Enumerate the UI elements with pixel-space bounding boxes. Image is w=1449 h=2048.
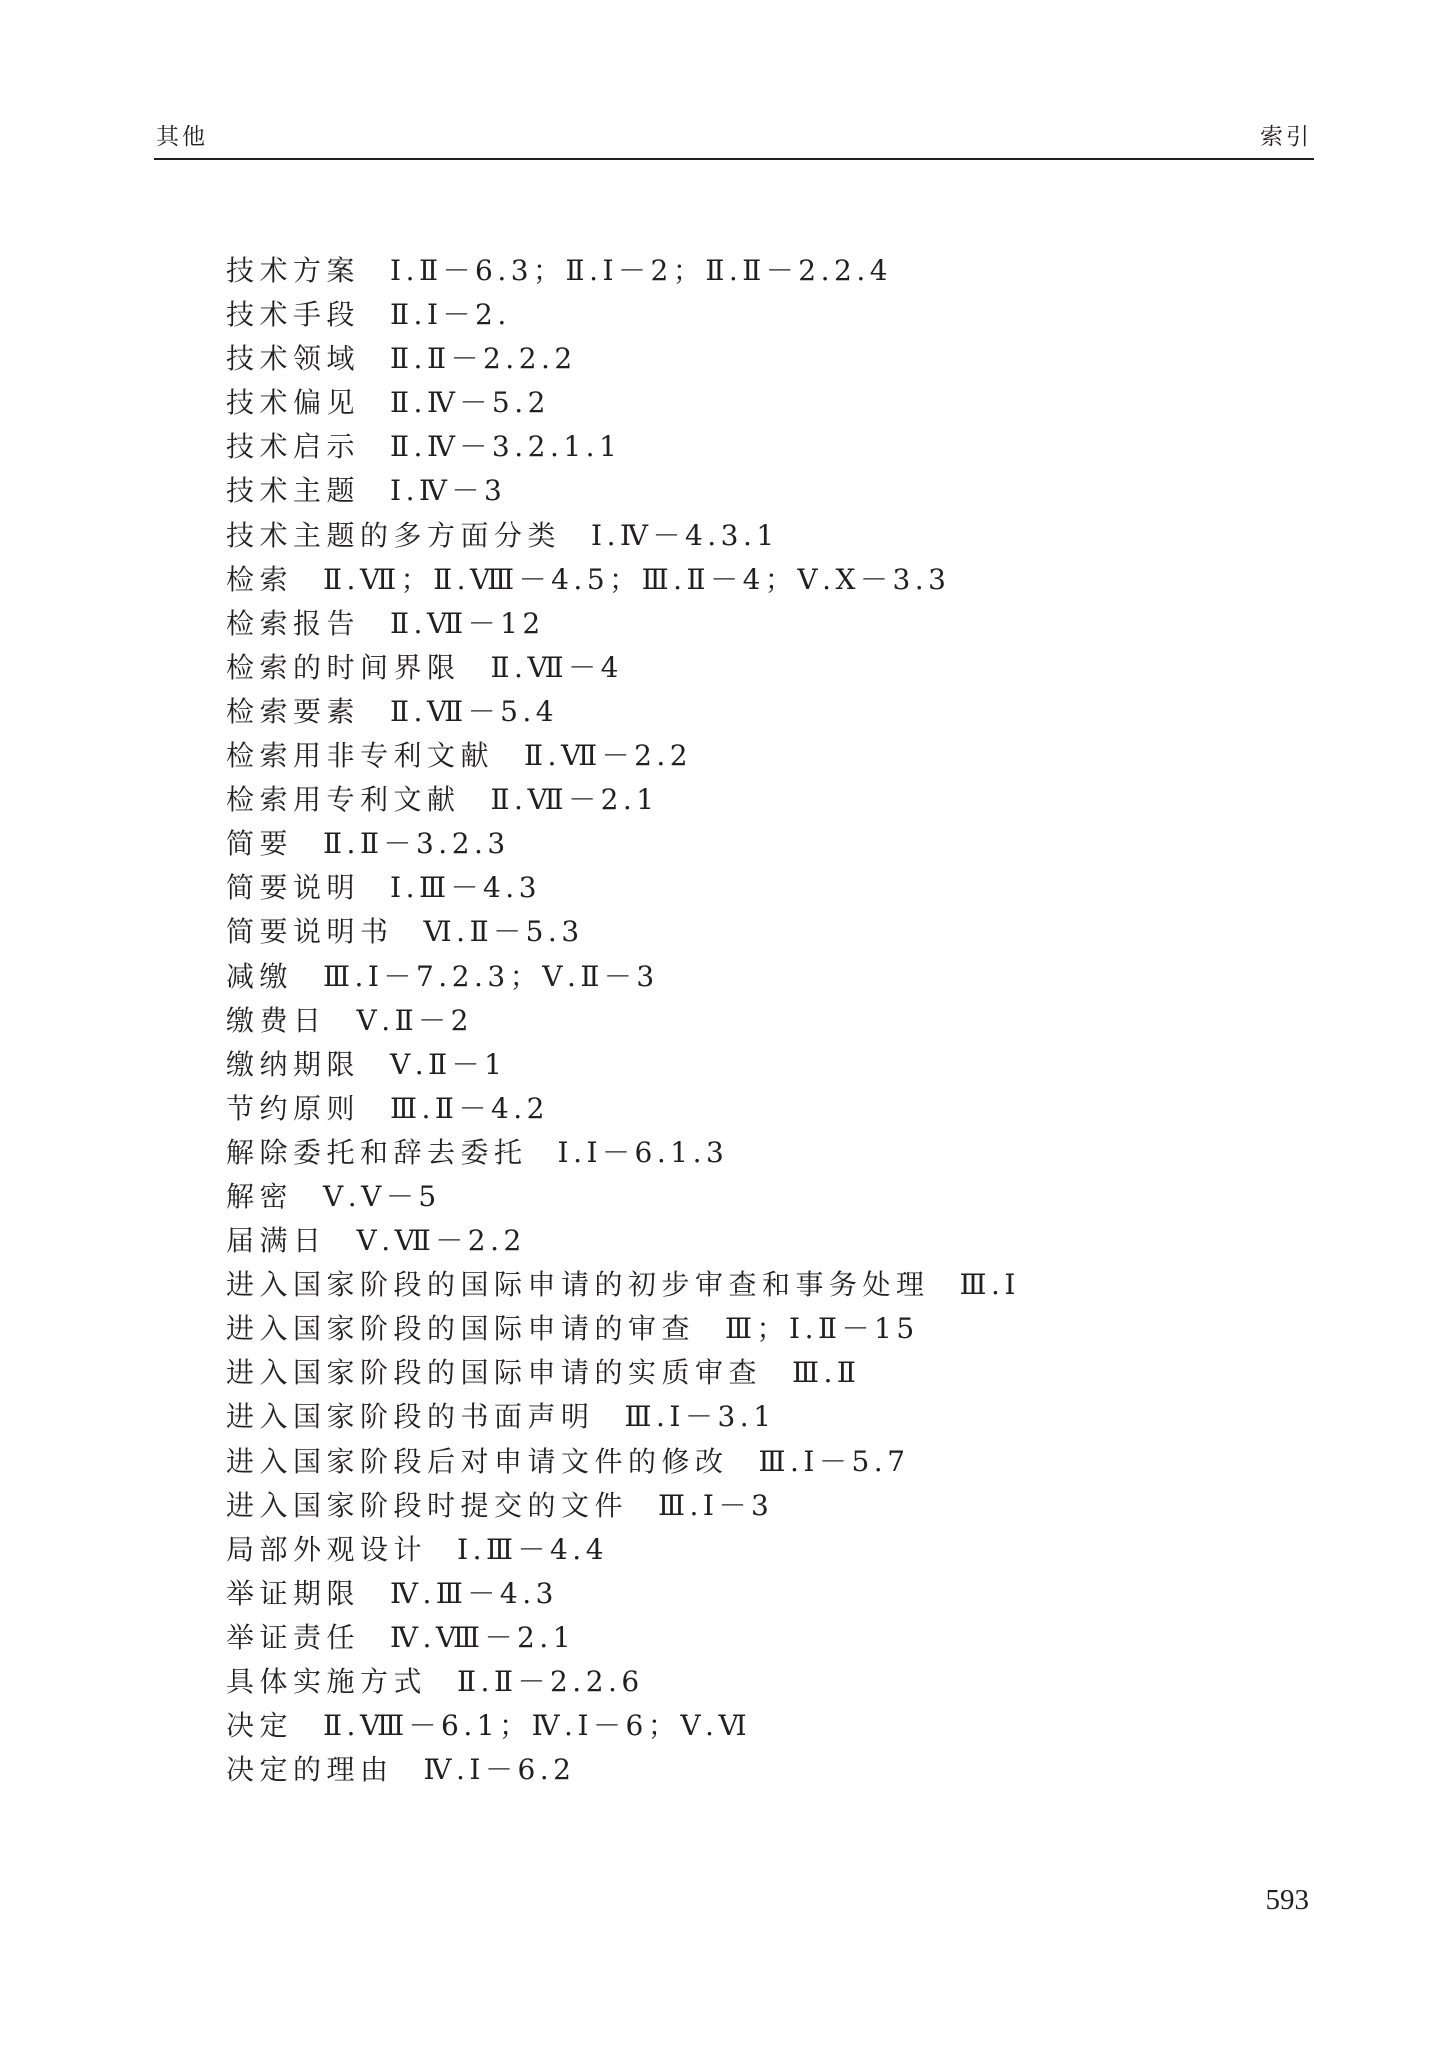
index-term: 简要说明书: [226, 915, 394, 949]
index-reference: Ⅱ.Ⅷ－6.1；Ⅳ.Ⅰ－6；Ⅴ.Ⅵ: [323, 1709, 752, 1743]
index-entry: [226, 646, 1226, 690]
index-entry: [226, 1528, 1226, 1572]
index-reference: Ⅱ.Ⅰ－2.: [390, 298, 511, 332]
index-term: 检索用非专利文献: [226, 739, 495, 773]
index-reference: Ⅱ.Ⅶ－4: [490, 650, 623, 684]
index-entry: [226, 1748, 1226, 1792]
index-entry: [226, 1395, 1226, 1439]
index-term: 进入国家阶段的国际申请的实质审查: [226, 1356, 763, 1390]
index-term: 局部外观设计: [226, 1532, 428, 1566]
index-term: 技术方案: [226, 254, 361, 287]
index-entry: [226, 1616, 1226, 1660]
index-term: 决定的理由: [226, 1753, 394, 1787]
index-reference: Ⅱ.Ⅶ－2.1: [490, 783, 659, 817]
index-term: 举证期限: [226, 1576, 361, 1610]
index-term: 技术主题: [226, 474, 361, 508]
index-term: 进入国家阶段的国际申请的审查: [226, 1312, 696, 1346]
index-term: 检索报告: [226, 606, 361, 640]
index-term: 解除委托和辞去委托: [226, 1135, 528, 1169]
index-term: 技术启示: [226, 430, 361, 464]
index-term: 技术主题的多方面分类: [226, 518, 562, 552]
index-entry: [226, 734, 1226, 778]
index-term: 具体实施方式: [226, 1665, 428, 1698]
index-reference: Ⅲ.Ⅱ: [792, 1356, 861, 1390]
index-reference: Ⅲ；Ⅰ.Ⅱ－15: [725, 1312, 919, 1346]
index-reference: Ⅱ.Ⅱ－2.2.2: [390, 342, 577, 376]
index-term: 简要: [226, 827, 294, 861]
index-term: 进入国家阶段的国际申请的初步审查和事务处理: [226, 1268, 930, 1302]
index-reference: Ⅰ.Ⅰ－6.1.3: [557, 1135, 729, 1169]
index-entry: [226, 381, 1226, 425]
index-entry: [226, 1219, 1226, 1263]
index-entry: [226, 293, 1226, 337]
index-entry: [226, 1043, 1226, 1087]
header-index-title: 索引: [1260, 124, 1312, 150]
index-entry: [226, 910, 1226, 954]
index-reference: Ⅴ.Ⅴ－5: [323, 1179, 441, 1213]
index-entry: [226, 1087, 1226, 1131]
index-reference: Ⅰ.Ⅳ－3: [390, 474, 507, 508]
index-reference: Ⅰ.Ⅱ－6.3；Ⅱ.Ⅰ－2；Ⅱ.Ⅱ－2.2.4: [390, 254, 893, 287]
index-term: 届满日: [226, 1224, 327, 1258]
index-reference: Ⅱ.Ⅶ；Ⅱ.Ⅷ－4.5；Ⅲ.Ⅱ－4；Ⅴ.Ⅹ－3.3: [323, 562, 951, 596]
index-term: 检索: [226, 562, 294, 596]
index-reference: Ⅳ.Ⅲ－4.3: [390, 1576, 558, 1610]
index-reference: Ⅴ.Ⅶ－2.2: [356, 1224, 526, 1258]
index-term: 技术手段: [226, 298, 361, 332]
index-entry: [226, 1440, 1226, 1484]
index-reference: Ⅳ.Ⅷ－2.1: [390, 1620, 576, 1654]
index-entry: [226, 558, 1226, 602]
index-entry: [226, 602, 1226, 646]
index-entry: [226, 1351, 1226, 1395]
index-term: 技术领域: [226, 342, 361, 376]
index-reference: Ⅴ.Ⅱ－2: [356, 1003, 473, 1037]
index-entry: [226, 1572, 1226, 1616]
index-term: 举证责任: [226, 1620, 361, 1654]
index-reference: Ⅰ.Ⅲ－4.3: [390, 871, 542, 905]
index-entry: [226, 955, 1226, 999]
index-entry: [226, 999, 1226, 1043]
index-term: 检索用专利文献: [226, 783, 461, 817]
index-term: 进入国家阶段后对申请文件的修改: [226, 1444, 729, 1478]
index-entry: [226, 1263, 1226, 1307]
index-entry: [226, 778, 1226, 822]
index-entry: [226, 337, 1226, 381]
index-entry: [226, 1484, 1226, 1528]
index-term: 技术偏见: [226, 386, 361, 420]
index-entry: [226, 249, 1226, 293]
index-entry: [226, 690, 1226, 734]
index-reference: Ⅲ.Ⅰ: [959, 1268, 1020, 1302]
index-term: 检索要素: [226, 694, 361, 728]
index-entry: [226, 822, 1226, 866]
index-entry: [226, 1175, 1226, 1219]
index-reference: Ⅰ.Ⅳ－4.3.1: [591, 518, 779, 552]
index-reference: Ⅰ.Ⅲ－4.4: [457, 1532, 609, 1566]
index-reference: Ⅵ.Ⅱ－5.3: [423, 915, 584, 949]
index-reference: Ⅴ.Ⅱ－1: [390, 1047, 507, 1081]
index-entry: [226, 514, 1226, 558]
index-entry: [226, 1704, 1226, 1748]
index-term: 解密: [226, 1179, 294, 1213]
index-term: 决定: [226, 1709, 294, 1743]
index-reference: Ⅱ.Ⅶ－2.2: [524, 739, 693, 773]
index-reference: Ⅳ.Ⅰ－6.2: [423, 1753, 576, 1787]
index-reference: Ⅲ.Ⅰ－3: [658, 1488, 774, 1522]
index-term: 缴纳期限: [226, 1047, 361, 1081]
index-reference: Ⅲ.Ⅰ－3.1: [624, 1400, 776, 1434]
index-term: 检索的时间界限: [226, 650, 461, 684]
index-entry: [226, 866, 1226, 910]
index-entry-list: [226, 249, 1226, 1792]
index-entry: [226, 1131, 1226, 1175]
index-entry: [226, 469, 1226, 513]
index-term: 进入国家阶段时提交的文件: [226, 1488, 629, 1522]
index-term: 减缴: [226, 959, 294, 993]
index-reference: Ⅱ.Ⅱ－3.2.3: [323, 827, 510, 861]
running-header: [154, 118, 1314, 160]
header-section-title: 其他: [156, 124, 208, 150]
index-reference: Ⅲ.Ⅰ－5.7: [758, 1444, 910, 1478]
index-reference: Ⅱ.Ⅳ－5.2: [390, 386, 550, 420]
index-entry: [226, 1307, 1226, 1351]
index-reference: Ⅱ.Ⅶ－5.4: [390, 694, 559, 728]
index-reference: Ⅱ.Ⅶ－12: [390, 606, 545, 640]
index-reference: Ⅲ.Ⅰ－7.2.3；Ⅴ.Ⅱ－3: [323, 959, 659, 993]
index-entry: [226, 425, 1226, 469]
index-term: 节约原则: [226, 1091, 361, 1125]
index-term: 简要说明: [226, 871, 361, 905]
index-reference: Ⅲ.Ⅱ－4.2: [390, 1091, 549, 1125]
index-entry: [226, 1660, 1226, 1704]
index-term: 缴费日: [226, 1003, 327, 1037]
index-reference: Ⅱ.Ⅱ－2.2.6: [457, 1665, 644, 1698]
index-term: 进入国家阶段的书面声明: [226, 1400, 595, 1434]
page-number: 593: [1265, 1884, 1309, 1916]
index-reference: Ⅱ.Ⅳ－3.2.1.1: [390, 430, 622, 464]
